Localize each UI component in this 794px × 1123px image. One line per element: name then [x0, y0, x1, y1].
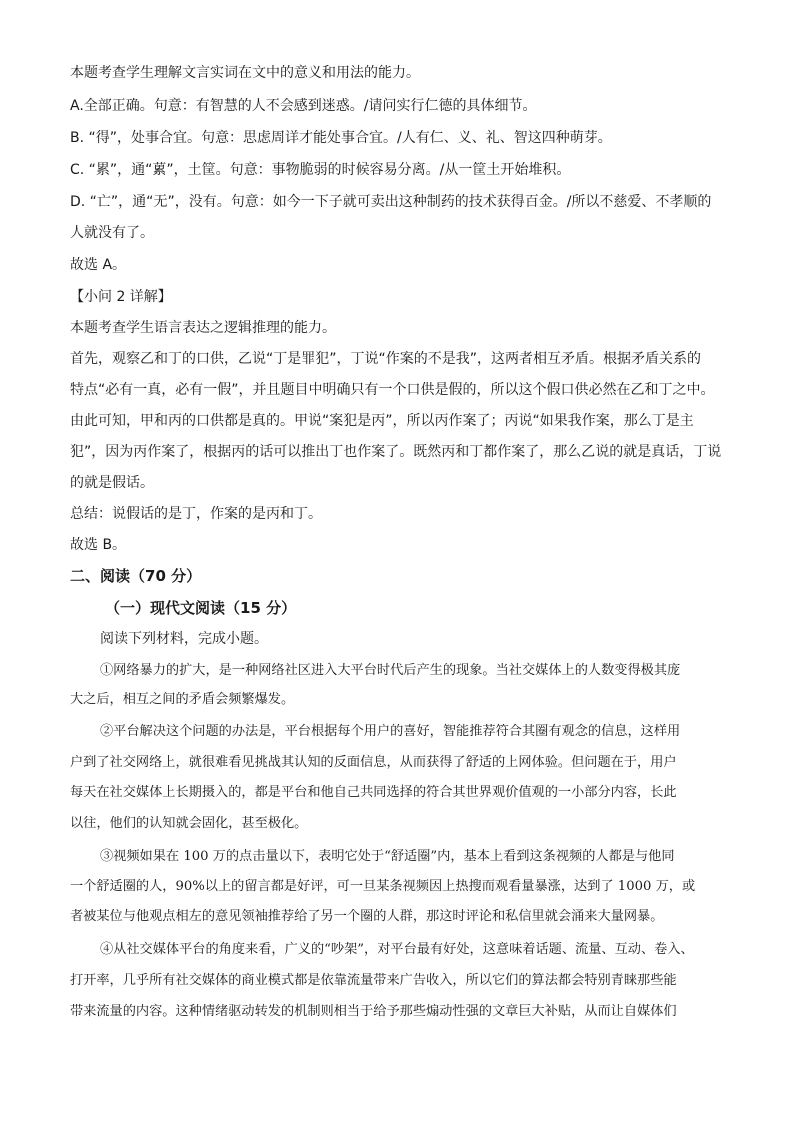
reading-instruction: 阅读下列材料，完成小题。 [100, 631, 268, 647]
article-paragraph-2-cont: 每天在社交媒体上长期摄入的，都是平台和他自己共同选择的符合其世界观价值观的一小部分内容，长此 [70, 785, 677, 800]
article-paragraph-4: ④从社交媒体平台的角度来看，广义的“吵架”，对平台最有好处，这意味着话题、流量、互动、卷入、 [100, 942, 694, 957]
article-paragraph-3: ③视频如果在 100 万的点击量以下，表明它处于“舒适圈”内，基本上看到这条视频的人都是与他同 [100, 849, 675, 864]
analysis2-answer: 故选 B。 [70, 537, 127, 553]
article-paragraph-4-cont: 打开率，几乎所有社交媒体的商业模式都是依靠流量带来广告收入，所以它们的算法都会特别青睐那些能 [70, 973, 677, 988]
option-c-explanation: C. “累”，通“蔂”，土筐。句意：事物脆弱的时候容易分离。/从一筐土开始堆积。 [70, 162, 571, 178]
section-title: 二、阅读（70 分） [70, 567, 202, 585]
option-d-explanation-line1: D. “亡”，通“无”，没有。句意：如今一下子就可卖出这种制药的技术获得百金。/所以不慈爱、不孝顺的 [70, 194, 712, 210]
analysis2-line: 的就是假话。 [70, 475, 154, 491]
option-a-explanation: A.全部正确。句意：有智慧的人不会感到迷惑。/请问实行仁德的具体细节。 [70, 98, 537, 114]
analysis1-answer: 故选 A。 [70, 257, 127, 273]
analysis2-line: 由此可知，甲和丙的口供都是真的。甲说“案犯是丙”，所以丙作案了；丙说“如果我作案，那么丁是主 [70, 413, 694, 429]
article-paragraph-2-cont: 以往，他们的认知就会固化，甚至极化。 [70, 816, 308, 831]
analysis2-intro: 本题考查学生语言表达之逻辑推理的能力。 [70, 320, 336, 336]
analysis2-line: 特点“必有一真，必有一假”，并且题目中明确只有一个口供是假的，所以这个假口供必然在乙和丁之中。 [70, 382, 715, 398]
analysis2-heading: 【小问 2 详解】 [70, 289, 172, 305]
article-paragraph-3-cont: 者被某位与他观点相左的意见领袖推荐给了另一个圈的人群，那这时评论和私信里就会涌来大量网暴。 [70, 909, 664, 924]
option-b-explanation: B. “得”，处事合宜。句意：思虑周详才能处事合宜。/人有仁、义、礼、智这四种萌芽。 [70, 130, 612, 146]
analysis1-intro: 本题考查学生理解文言实词在文中的意义和用法的能力。 [70, 65, 420, 81]
option-d-explanation-line2: 人就没有了。 [70, 225, 154, 241]
section-subtitle: （一）现代文阅读（15 分） [105, 599, 297, 617]
analysis2-summary: 总结：说假话的是丁，作案的是丙和丁。 [70, 506, 322, 522]
article-paragraph-2-cont: 户到了社交网络上，就很难看见挑战其认知的反面信息，从而获得了舒适的上网体验。但问题在于，用户 [70, 755, 677, 770]
article-paragraph-1-cont: 大之后，相互之间的矛盾会频繁爆发。 [70, 692, 295, 707]
article-paragraph-1: ①网络暴力的扩大，是一种网络社区进入大平台时代后产生的现象。当社交媒体上的人数变得极其庞 [100, 663, 681, 678]
article-paragraph-4-cont: 带来流量的内容。这种情绪驱动转发的机制则相当于给予那些煽动性强的文章巨大补贴，从而让自媒体们 [70, 1004, 677, 1019]
article-paragraph-3-cont: 一个舒适圈的人，90%以上的留言都是好评，可一旦某条视频因上热搜而观看量暴涨，达到了 1000 万，或 [70, 879, 696, 894]
article-paragraph-2: ②平台解决这个问题的办法是，平台根据每个用户的喜好，智能推荐符合其圈有观念的信息，这样用 [100, 724, 681, 739]
analysis2-line: 犯”，因为丙作案了，根据丙的话可以推出丁也作案了。既然丙和丁都作案了，那么乙说的就是真话，丁说 [70, 444, 722, 460]
analysis2-line: 首先，观察乙和丁的口供，乙说“丁是罪犯”，丁说“作案的不是我”，这两者相互矛盾。根据矛盾关系的 [70, 351, 702, 367]
